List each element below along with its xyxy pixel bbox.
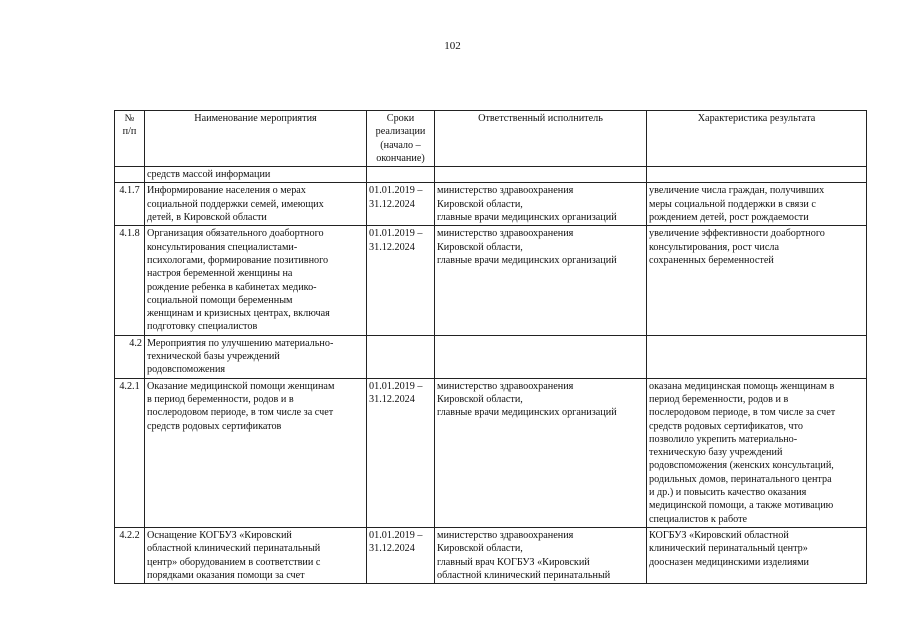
cell-line: доосназен медицинскими изделиями: [649, 556, 809, 568]
header-line: реализации: [375, 126, 426, 138]
cell-line: 01.01.2019 –: [369, 228, 423, 240]
header-executor: Ответственный исполнитель: [435, 111, 647, 167]
row-name: [145, 167, 367, 183]
row-dates: [367, 226, 435, 335]
cell-line: Мероприятия по улучшению материально-: [147, 337, 334, 349]
row-dates: [367, 378, 435, 527]
cell-line: оказана медицинская помощь женщинам в: [649, 380, 835, 392]
cell-line: позволило укрепить материально-: [649, 433, 798, 445]
cell-line: 31.12.2024: [369, 393, 415, 405]
cell-line: министерство здравоохранения: [437, 380, 574, 392]
row-name: [145, 527, 367, 583]
row-number: 4.2: [115, 335, 145, 378]
cell-line: главные врачи медицинских организаций: [437, 407, 617, 419]
row-name: [145, 378, 367, 527]
cell-line: 31.12.2024: [369, 241, 415, 253]
cell-line: подготовку специалистов: [147, 321, 258, 333]
cell-line: сохраненных беременностей: [649, 254, 774, 266]
cell-line: родовспоможения (женских консультаций,: [649, 460, 834, 472]
row-executor: [435, 183, 647, 226]
cell-line: технической базы учреждений: [147, 351, 280, 363]
cell-line: медицинской помощи, а также мотивацию: [649, 500, 834, 512]
cell-line: увеличение числа граждан, получивших: [649, 185, 825, 197]
cell-line: консультирования, рост числа: [649, 241, 779, 253]
cell-line: министерство здравоохранения: [437, 185, 574, 197]
cell-line: средств родовых сертификатов: [147, 420, 282, 432]
cell-line: консультирования специалистами-: [147, 241, 298, 253]
row-executor: [435, 167, 647, 183]
cell-line: психологами, формирование позитивного: [147, 254, 329, 266]
cell-line: Оснащение КОГБУЗ «Кировский: [147, 529, 292, 541]
row-result: [647, 183, 867, 226]
cell-line: клинический перинатальный центр»: [649, 543, 808, 555]
cell-line: главные врачи медицинских организаций: [437, 254, 617, 266]
row-result: [647, 335, 867, 378]
row-executor: [435, 378, 647, 527]
cell-line: послеродовом периоде, в том числе за счет: [649, 407, 836, 419]
cell-line: министерство здравоохранения: [437, 529, 574, 541]
table-row: [115, 183, 867, 226]
row-number: 4.2.2: [115, 527, 145, 583]
table-row: [115, 335, 867, 378]
cell-line: 31.12.2024: [369, 198, 415, 210]
row-name: [145, 335, 367, 378]
header-line: п/п: [122, 126, 137, 138]
cell-line: Кировской области,: [437, 543, 523, 555]
cell-line: детей, в Кировской области: [147, 212, 267, 224]
row-result: [647, 378, 867, 527]
header-name: Наименование мероприятия: [145, 111, 367, 167]
row-dates: [367, 183, 435, 226]
cell-line: Организация обязательного доабортного: [147, 228, 324, 240]
cell-line: 01.01.2019 –: [369, 185, 423, 197]
cell-line: меры социальной поддержки в связи с: [649, 198, 816, 210]
row-number: 4.1.7: [115, 183, 145, 226]
row-dates: [367, 167, 435, 183]
cell-line: областной клинический перинатальный: [147, 543, 321, 555]
cell-line: 31.12.2024: [369, 543, 415, 555]
header-result: Характеристика результата: [647, 111, 867, 167]
table-row: [115, 378, 867, 527]
row-number: 4.1.8: [115, 226, 145, 335]
cell-line: техническую базу учреждений: [649, 447, 783, 459]
cell-line: социальной помощи беременным: [147, 294, 293, 306]
cell-line: период беременности, родов и в: [649, 393, 789, 405]
cell-line: Кировской области,: [437, 241, 523, 253]
header-line: Сроки: [386, 113, 415, 124]
cell-line: областной клинический перинатальный: [437, 569, 611, 581]
row-result: [647, 527, 867, 583]
row-name: [145, 226, 367, 335]
row-number: [115, 167, 145, 183]
cell-line: рождение ребенка в кабинетах медико-: [147, 281, 317, 293]
cell-line: центр» оборудованием в соответствии с: [147, 556, 321, 568]
row-dates: [367, 335, 435, 378]
header-line: №: [124, 113, 135, 124]
row-result: [647, 167, 867, 183]
table-row: [115, 527, 867, 583]
cell-line: родовспоможения: [147, 364, 226, 376]
cell-line: 01.01.2019 –: [369, 529, 423, 541]
cell-line: в период беременности, родов и в: [147, 393, 294, 405]
cell-line: Оказание медицинской помощи женщинам: [147, 380, 335, 392]
cell-line: порядками оказания помощи за счет: [147, 569, 305, 581]
header-line: (начало –: [380, 139, 421, 151]
row-number: 4.2.1: [115, 378, 145, 527]
cell-line: увеличение эффективности доабортного: [649, 228, 825, 240]
cell-line: Информирование населения о мерах: [147, 185, 306, 197]
header-dates: [367, 111, 435, 167]
cell-line: средств родовых сертификатов, что: [649, 420, 803, 432]
cell-line: специалистов к работе: [649, 513, 748, 525]
row-executor: [435, 226, 647, 335]
row-executor: [435, 527, 647, 583]
header-line: окончание): [376, 152, 425, 164]
page-number: 102: [444, 40, 461, 52]
table-row: [115, 167, 867, 183]
cell-line: настроя беременной женщины на: [147, 268, 293, 280]
table-row: [115, 226, 867, 335]
cell-line: средств массой информации: [147, 169, 271, 181]
cell-line: рождением детей, рост рождаемости: [649, 212, 809, 224]
cell-line: социальной поддержки семей, имеющих: [147, 198, 324, 210]
header-number: [115, 111, 145, 167]
cell-line: родильных домов, перинатального центра: [649, 473, 832, 485]
cell-line: министерство здравоохранения: [437, 228, 574, 240]
row-executor: [435, 335, 647, 378]
cell-line: КОГБУЗ «Кировский областной: [649, 529, 789, 541]
row-dates: [367, 527, 435, 583]
row-result: [647, 226, 867, 335]
table-header-row: [115, 111, 867, 167]
cell-line: Кировской области,: [437, 393, 523, 405]
row-name: [145, 183, 367, 226]
cell-line: послеродовом периоде, в том числе за счет: [147, 407, 334, 419]
plan-table: [114, 110, 867, 584]
cell-line: главный врач КОГБУЗ «Кировский: [437, 556, 590, 568]
cell-line: главные врачи медицинских организаций: [437, 212, 617, 224]
cell-line: и др.) и повысить качество оказания: [649, 487, 807, 499]
cell-line: 01.01.2019 –: [369, 380, 423, 392]
cell-line: Кировской области,: [437, 198, 523, 210]
cell-line: женщинам и кризисных центрах, включая: [147, 308, 330, 320]
